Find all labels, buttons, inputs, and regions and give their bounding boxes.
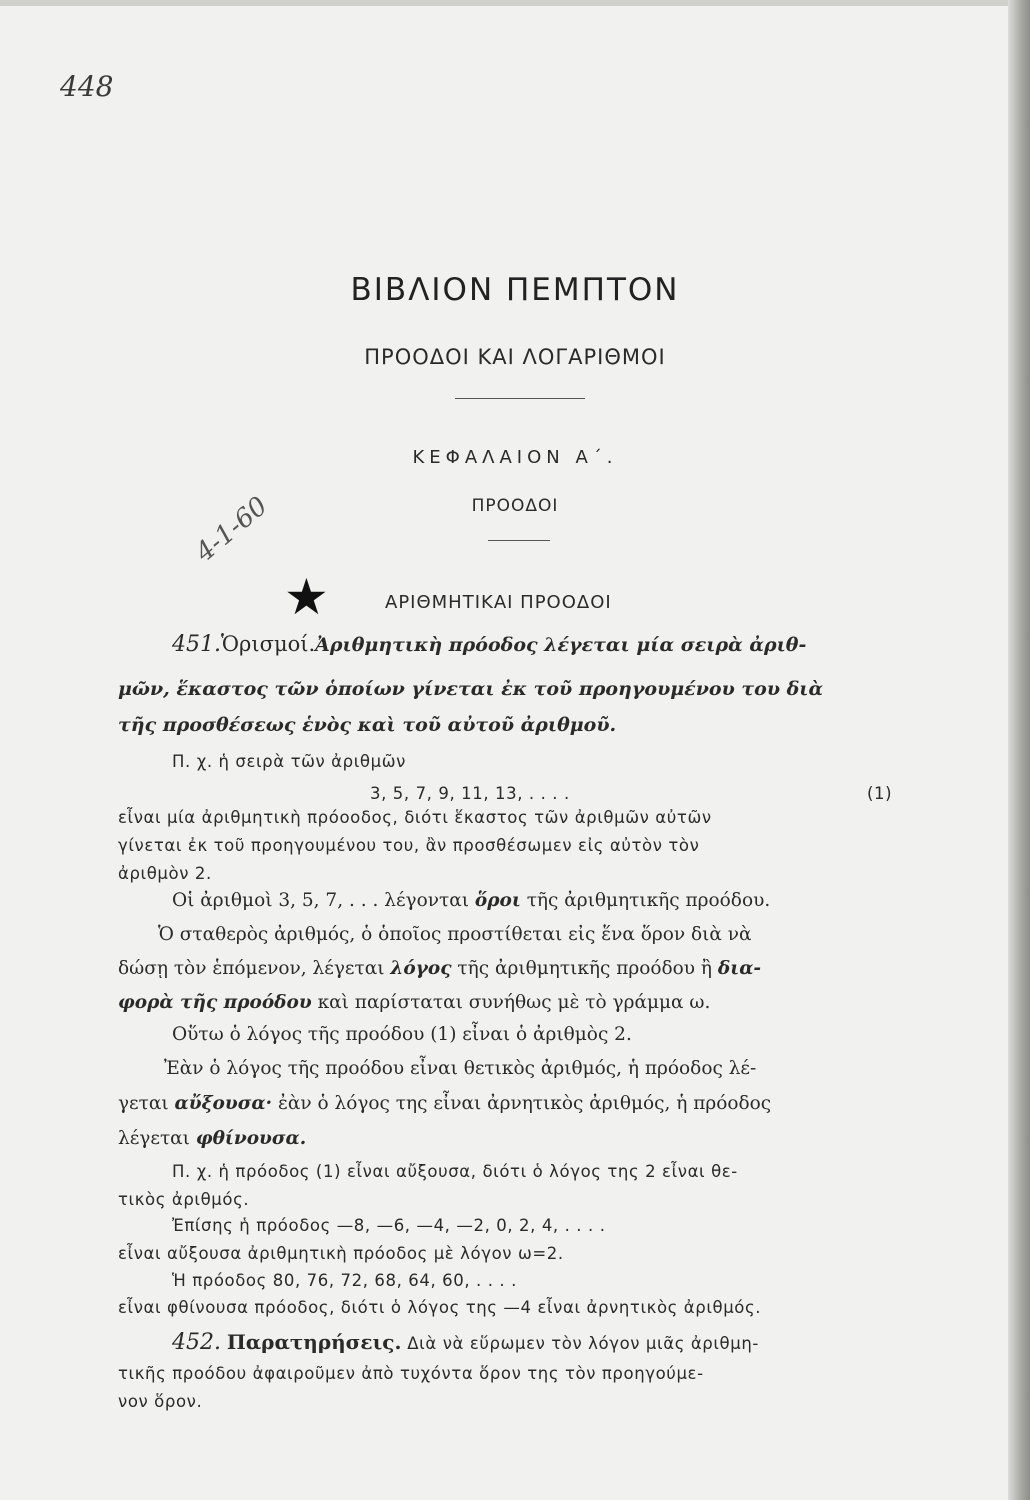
text-span: τῆς ἀριθμητικῆς προόδου ἢ	[457, 958, 713, 979]
part-title: ΠΡΟΟΔΟΙ ΚΑΙ ΛΟΓΑΡΙΘΜΟΙ	[364, 345, 666, 369]
text-line: τικῆς προόδου ἀφαιροῦμεν ἀπὸ τυχόντα ὅρον της τὸν προηγούμε-	[118, 1364, 704, 1383]
term-emphasis: δια-	[717, 958, 762, 979]
text-line: Ἡ πρόοδος 80, 76, 72, 68, 64, 60, . . . .	[172, 1271, 517, 1290]
text-line: Ὁ σταθερὸς ἀριθμός, ὁ ὁποῖος προστίθεται εἰς ἕνα ὅρον διὰ νὰ	[158, 924, 752, 945]
text-span: καὶ παρίσταται συνήθως μὲ τὸ γράμμα ω.	[317, 992, 711, 1013]
text-line: Οὕτω ὁ λόγος τῆς προόδου (1) εἶναι ὁ ἀριθμὸς 2.	[172, 1024, 632, 1045]
text-span: δώσῃ τὸν ἑπόμενον, λέγεται	[118, 958, 385, 979]
sequence-example: 3, 5, 7, 9, 11, 13, . . . .	[370, 784, 570, 803]
text-line: εἶναι αὔξουσα ἀριθμητικὴ πρόοδος μὲ λόγον ω=2.	[118, 1244, 564, 1263]
text-line	[118, 678, 823, 700]
term-emphasis: φθίνουσα.	[195, 1128, 307, 1149]
text-line: νον ὅρον.	[118, 1392, 203, 1411]
definition-text: Ἀριθμητικὴ πρόοδος λέγεται μία σειρὰ ἀριθ-	[315, 634, 807, 656]
text-line	[118, 1093, 771, 1114]
chapter-subtitle: ΠΡΟΟΔΟΙ	[471, 496, 559, 516]
section-title: Παρατηρήσεις.	[226, 1330, 402, 1354]
text-line: Ἐὰν ὁ λόγος τῆς προόδου εἶναι θετικὸς ἀριθμός, ἡ πρόοδος λέ-	[164, 1058, 757, 1079]
chapter-label: ΚΕΦΑΛΑΙΟΝ Α΄.	[412, 447, 618, 468]
text-line: ἀριθμὸν 2.	[118, 864, 212, 883]
text-line	[118, 714, 616, 736]
section-number: 451.	[172, 632, 221, 657]
text-line	[118, 958, 761, 979]
star-mark-icon: ★	[284, 568, 329, 626]
text-line	[118, 992, 710, 1013]
text-line: Π. χ. ἡ πρόοδος (1) εἶναι αὔξουσα, διότι ὁ λόγος της 2 εἶναι θε-	[172, 1162, 738, 1181]
section-heading: ΑΡΙΘΜΗΤΙΚΑΙ ΠΡΟΟΔΟΙ	[385, 592, 612, 613]
text-line: εἶναι φθίνουσα πρόοδος, διότι ὁ λόγος της —4 εἶναι ἀρνητικὸς ἀριθμός.	[118, 1298, 762, 1317]
text-span: λέγεται	[118, 1128, 190, 1149]
paragraph-452-line	[172, 1330, 759, 1355]
text-line	[118, 1128, 306, 1149]
definition-text: τῆς προσθέσεως ἑνὸς καὶ τοῦ αὐτοῦ ἀριθμοῦ.	[118, 714, 617, 736]
term-emphasis: λόγος	[390, 958, 452, 979]
text-span: γεται	[118, 1093, 169, 1114]
text-span: Διὰ νὰ εὕρωμεν τὸν λόγον μιᾶς ἀριθμη-	[407, 1334, 759, 1353]
text-span: τῆς ἀριθμητικῆς προόδου.	[526, 890, 771, 911]
text-line: Π. χ. ἡ σειρὰ τῶν ἀριθμῶν	[172, 752, 406, 771]
text-line: εἶναι μία ἀριθμητικὴ πρόοοδος, διότι ἕκαστος τῶν ἀριθμῶν αὐτῶν	[118, 808, 712, 827]
text-line: τικὸς ἀριθμός.	[118, 1190, 250, 1209]
paragraph-451-line	[172, 632, 806, 657]
book-title: ΒΙΒΛΙΟΝ ΠΕΜΠΤΟΝ	[350, 272, 680, 308]
section-number: 452.	[172, 1330, 221, 1355]
section-title: Ὁρισμοί.	[220, 632, 316, 656]
term-emphasis: αὔξουσα·	[174, 1093, 273, 1114]
equation-reference: (1)	[867, 784, 893, 803]
text-span: ἐὰν ὁ λόγος της εἶναι ἀρνητικὸς ἀριθμός, ἡ πρόοδος	[277, 1093, 772, 1114]
handwritten-page-number: 448	[60, 70, 114, 103]
definition-text: μῶν, ἕκαστος τῶν ὁποίων γίνεται ἐκ τοῦ προηγουμένου του διὰ	[118, 678, 824, 700]
term-emphasis: φορὰ τῆς προόδου	[118, 992, 312, 1013]
handwritten-date: 4-1-60	[190, 491, 274, 568]
term-emphasis: ὅροι	[474, 890, 521, 911]
text-line	[172, 890, 770, 911]
text-line: γίνεται ἐκ τοῦ προηγουμένου του, ἂν προσθέσωμεν εἰς αὐτὸν τὸν	[118, 836, 700, 855]
text-span: Οἱ ἀριθμοὶ 3, 5, 7, . . . λέγονται	[172, 890, 469, 911]
text-line: Ἐπίσης ἡ πρόοδος —8, —6, —4, —2, 0, 2, 4, . . . .	[172, 1216, 606, 1235]
